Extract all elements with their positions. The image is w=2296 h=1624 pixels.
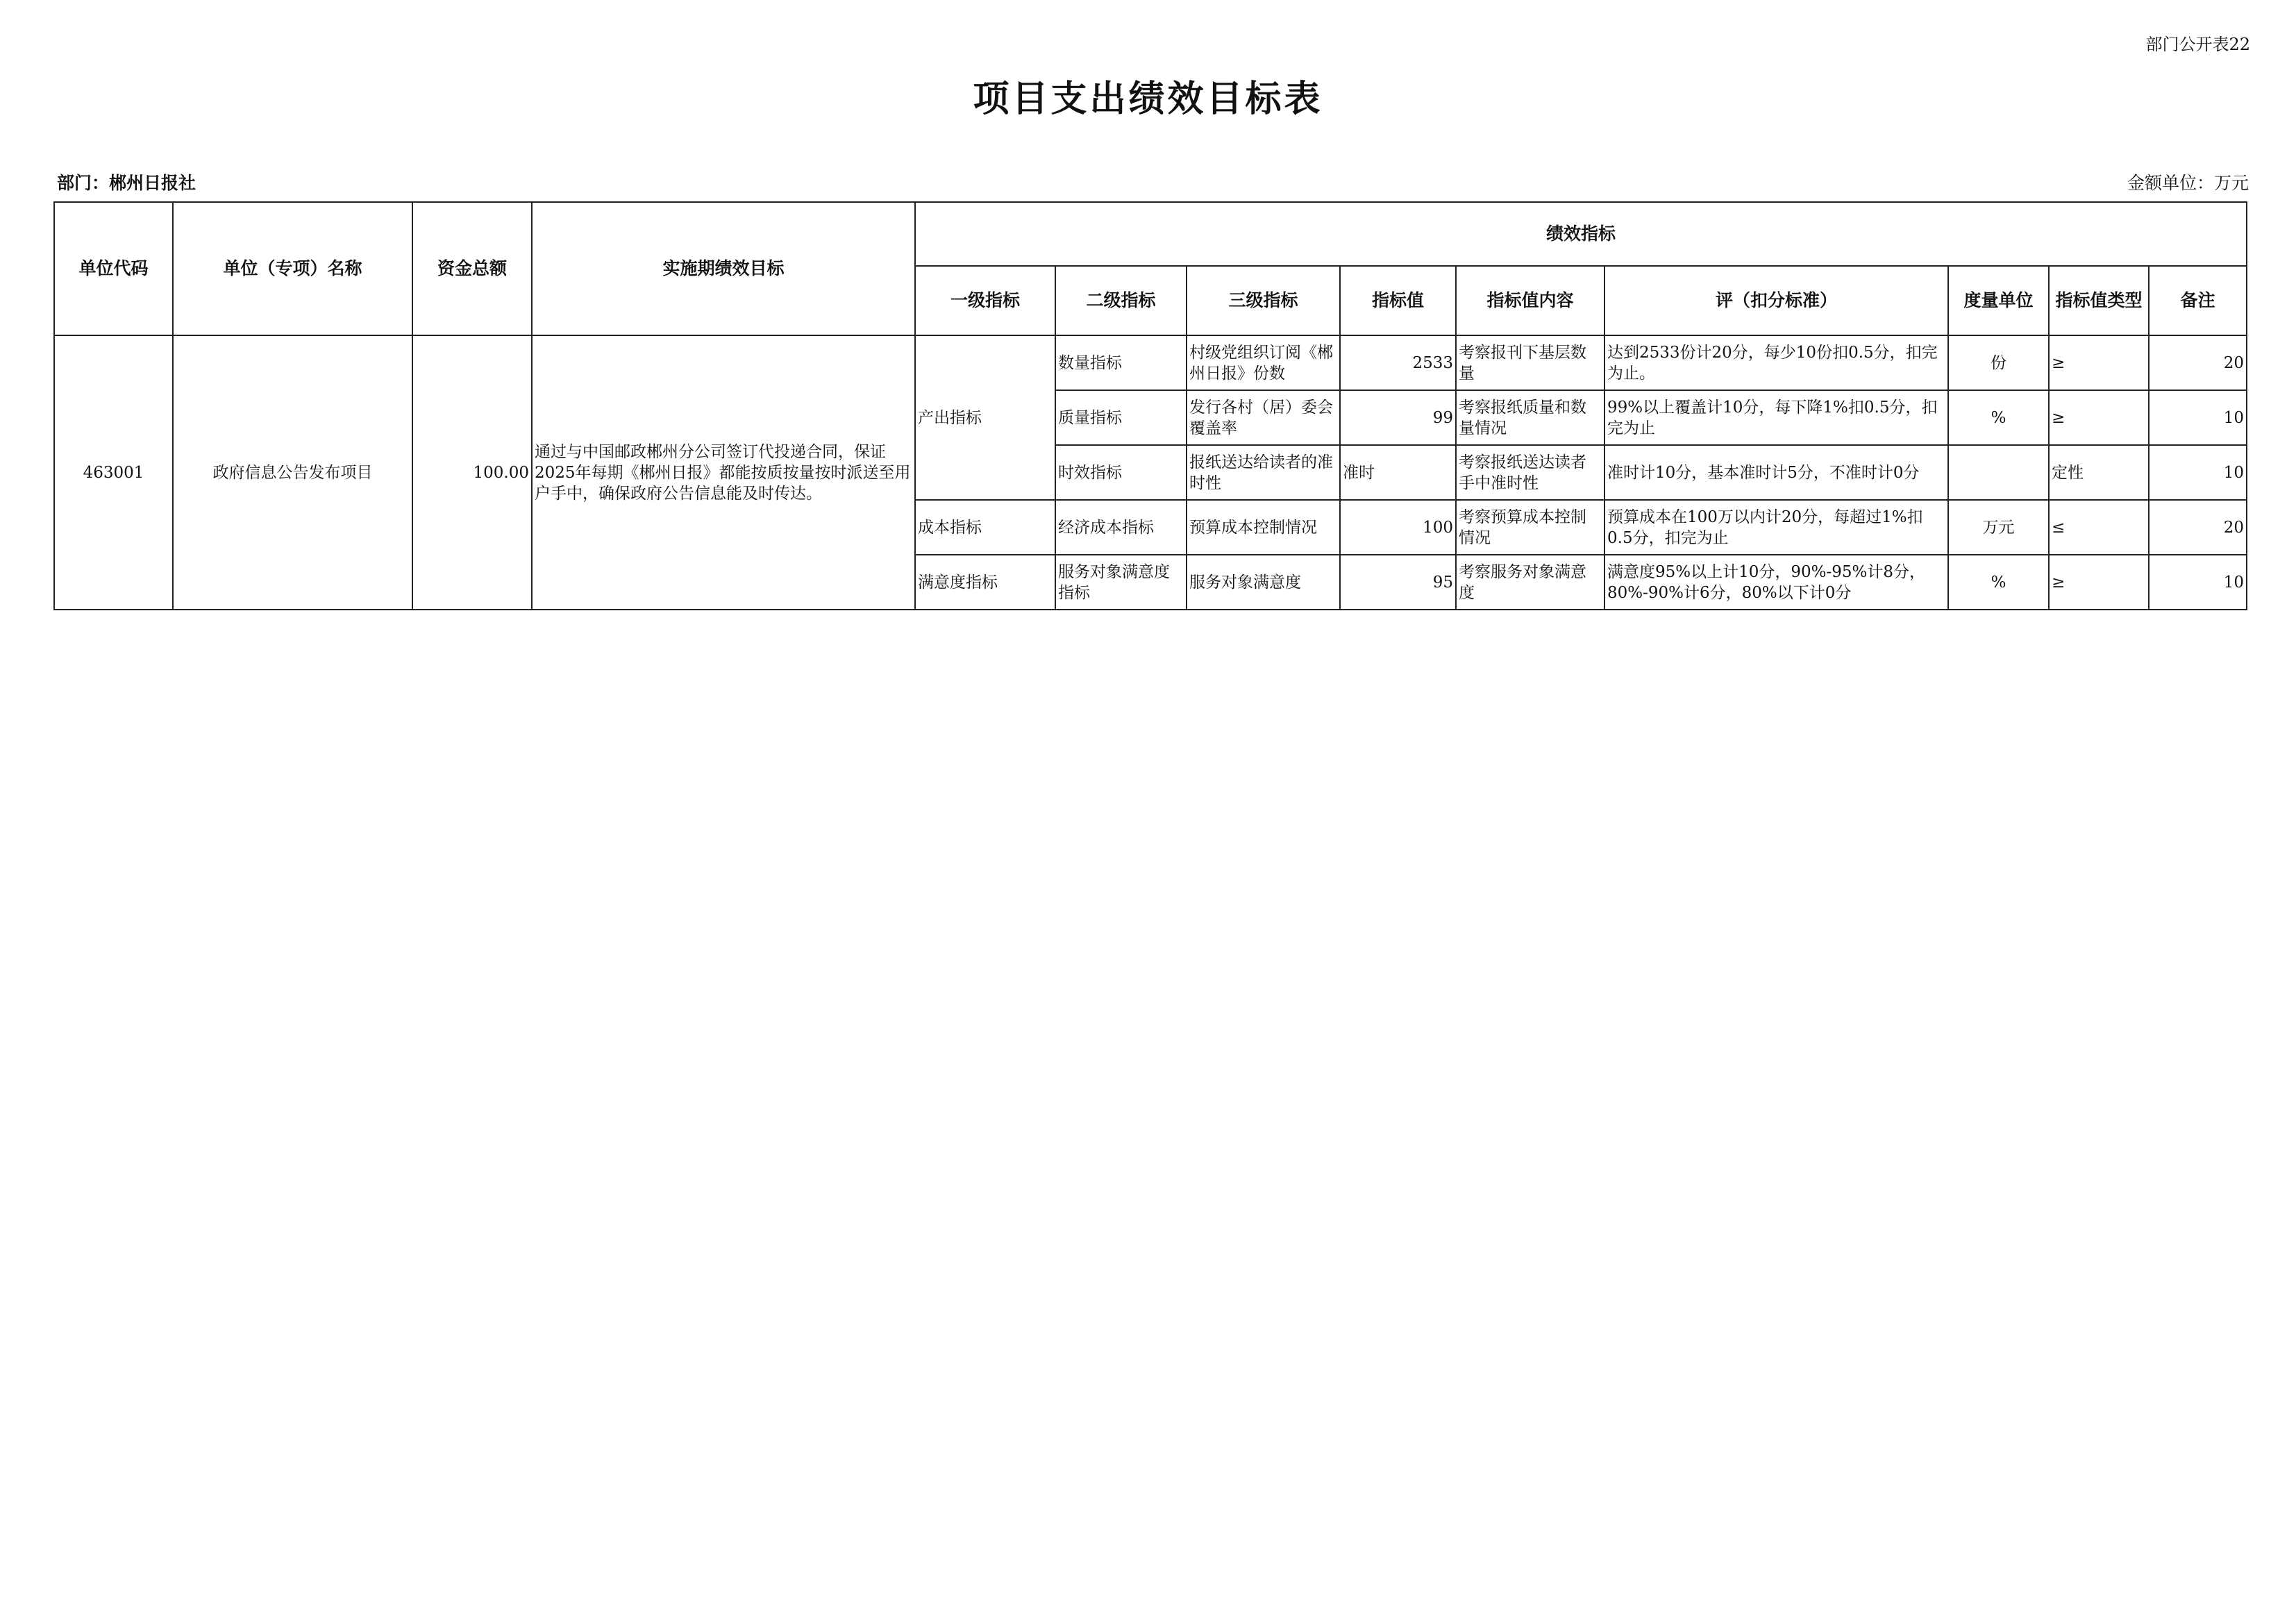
table-number-label: 部门公开表22 [2145,35,2250,54]
value-content-cell: 考察报纸送达读者手中准时性 [1456,445,1604,500]
remark-cell: 20 [2149,500,2247,555]
level3-cell: 服务对象满意度 [1187,555,1340,610]
measure-unit-cell [1948,445,2049,500]
measure-unit-cell: % [1948,390,2049,445]
level3-cell: 村级党组织订阅《郴州日报》份数 [1187,335,1340,390]
level3-cell: 发行各村（居）委会覆盖率 [1187,390,1340,445]
value-type-cell: ≥ [2049,335,2149,390]
measure-unit-cell: % [1948,555,2049,610]
header-level2: 二级指标 [1055,266,1187,335]
header-value-type: 指标值类型 [2049,266,2149,335]
level2-cell: 时效指标 [1055,445,1187,500]
level1-cell: 产出指标 [915,335,1055,500]
value-content-cell: 考察报纸质量和数量情况 [1456,390,1604,445]
goal-cell: 通过与中国邮政郴州分公司签订代投递合同，保证2025年每期《郴州日报》都能按质按量按时派送至用户手中，确保政府公告信息能及时传达。 [532,335,915,610]
value-type-cell: ≥ [2049,555,2149,610]
header-indicators: 绩效指标 [915,202,2247,266]
level1-cell: 成本指标 [915,500,1055,555]
level2-cell: 质量指标 [1055,390,1187,445]
level2-cell: 服务对象满意度指标 [1055,555,1187,610]
header-row [54,202,2247,266]
level3-cell: 报纸送达给读者的准时性 [1187,445,1340,500]
header-level3: 三级指标 [1187,266,1340,335]
value-type-cell: ≥ [2049,390,2149,445]
scoring-cell: 满意度95%以上计10分，90%-95%计8分，80%-90%计6分，80%以下计0分 [1604,555,1948,610]
header-value: 指标值 [1340,266,1456,335]
value-type-cell: 定性 [2049,445,2149,500]
value-content-cell: 考察报刊下基层数量 [1456,335,1604,390]
value-cell: 99 [1340,390,1456,445]
header-total-funds: 资金总额 [412,202,532,335]
level2-cell: 数量指标 [1055,335,1187,390]
unit-name-cell: 政府信息公告发布项目 [173,335,412,610]
department-label: 部门：郴州日报社 [57,173,196,193]
table-row [54,335,2247,390]
value-cell: 准时 [1340,445,1456,500]
level3-cell: 预算成本控制情况 [1187,500,1340,555]
level1-cell: 满意度指标 [915,555,1055,610]
scoring-cell: 准时计10分，基本准时计5分，不准时计0分 [1604,445,1948,500]
header-remark: 备注 [2149,266,2247,335]
value-cell: 95 [1340,555,1456,610]
total-funds-cell: 100.00 [412,335,532,610]
scoring-cell: 预算成本在100万以内计20分，每超过1%扣0.5分，扣完为止 [1604,500,1948,555]
remark-cell: 20 [2149,335,2247,390]
value-type-cell: ≤ [2049,500,2149,555]
remark-cell: 10 [2149,445,2247,500]
performance-table [53,201,2247,610]
header-value-content: 指标值内容 [1456,266,1604,335]
value-content-cell: 考察服务对象满意度 [1456,555,1604,610]
header-scoring: 评（扣分标准） [1604,266,1948,335]
unit-code-cell: 463001 [54,335,173,610]
scoring-cell: 99%以上覆盖计10分，每下降1%扣0.5分，扣完为止 [1604,390,1948,445]
value-content-cell: 考察预算成本控制情况 [1456,500,1604,555]
measure-unit-cell: 万元 [1948,500,2049,555]
remark-cell: 10 [2149,390,2247,445]
remark-cell: 10 [2149,555,2247,610]
header-unit-code: 单位代码 [54,202,173,335]
value-cell: 100 [1340,500,1456,555]
header-measure-unit: 度量单位 [1948,266,2049,335]
amount-unit-label: 金额单位：万元 [2127,173,2249,193]
measure-unit-cell: 份 [1948,335,2049,390]
page-title: 项目支出绩效目标表 [973,78,1323,120]
level2-cell: 经济成本指标 [1055,500,1187,555]
scoring-cell: 达到2533份计20分，每少10份扣0.5分，扣完为止。 [1604,335,1948,390]
header-level1: 一级指标 [915,266,1055,335]
header-goal: 实施期绩效目标 [532,202,915,335]
value-cell: 2533 [1340,335,1456,390]
header-unit-name: 单位（专项）名称 [173,202,412,335]
